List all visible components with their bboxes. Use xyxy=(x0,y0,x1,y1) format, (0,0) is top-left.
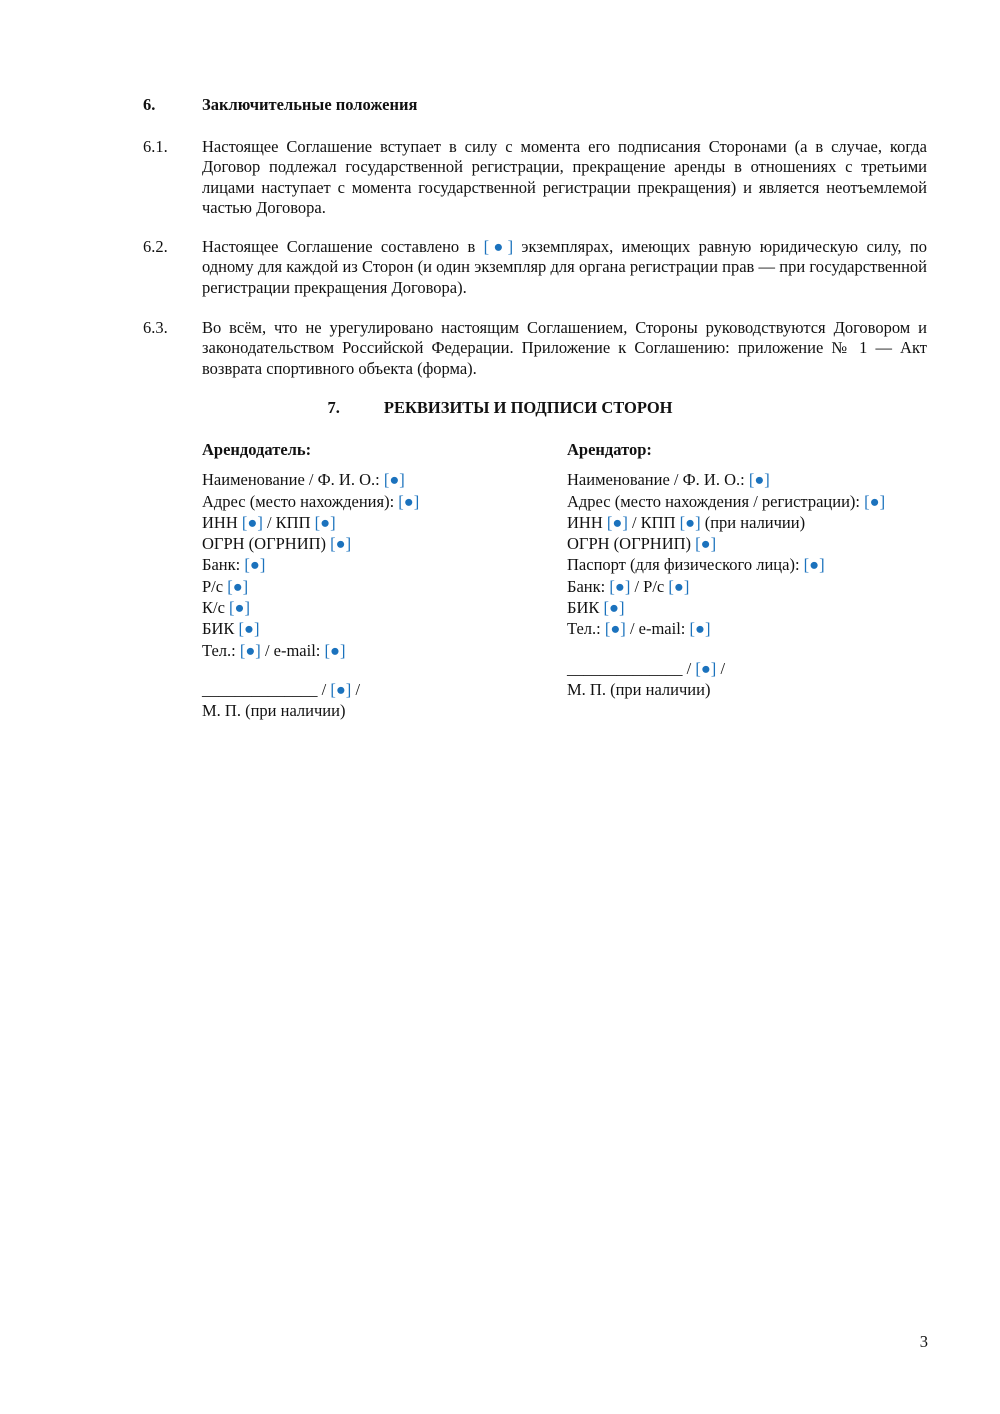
signature-tail: / xyxy=(351,679,361,699)
clause-6-3 xyxy=(143,318,927,379)
clause-number: 6.3. xyxy=(143,318,168,337)
landlord-details xyxy=(202,439,542,722)
field-label: / КПП xyxy=(262,512,315,532)
tenant-bank-rs xyxy=(567,576,905,597)
placeholder-field: [●] xyxy=(668,576,690,596)
signature-tail: / xyxy=(716,658,726,678)
landlord-tel-email xyxy=(202,640,542,661)
placeholder-field: [●] xyxy=(483,237,514,256)
tenant-signature xyxy=(567,658,905,679)
field-label: / Р/с xyxy=(630,576,669,596)
field-label: К/с xyxy=(202,598,230,618)
field-label: Тел.: xyxy=(567,619,605,639)
landlord-bik xyxy=(202,618,542,639)
tenant-bik xyxy=(567,597,905,618)
tenant-title: Арендатор: xyxy=(567,440,652,459)
placeholder-field: [●] xyxy=(748,470,770,490)
landlord-inn-kpp xyxy=(202,512,542,533)
landlord-address xyxy=(202,491,542,512)
tenant-details xyxy=(567,439,905,700)
tenant-inn-kpp xyxy=(567,512,905,533)
clause-text: Во всём, что не урегулировано настоящим Соглашением, Стороны руководствуются Договором и законодательством Российской Федерации. Приложение к Соглашению: приложение № 1 — Акт возврата спортивного объекта (форма). xyxy=(202,318,927,378)
clause-text-before: Настоящее Соглашение составлено в xyxy=(202,237,484,256)
section-6-heading xyxy=(143,95,417,115)
clause-6-2 xyxy=(143,237,927,298)
placeholder-field: [●] xyxy=(398,491,420,511)
landlord-bank xyxy=(202,554,542,575)
placeholder-field: [●] xyxy=(330,679,352,699)
signature-line: ______________ / xyxy=(202,679,331,699)
tenant-tel-email xyxy=(567,618,905,639)
tenant-stamp: М. П. (при наличии) xyxy=(567,679,711,699)
placeholder-field: [●] xyxy=(689,619,711,639)
field-note: (при наличии) xyxy=(700,512,806,532)
placeholder-field: [●] xyxy=(695,658,717,678)
field-label: / e-mail: xyxy=(260,640,325,660)
field-label: Тел.: xyxy=(202,640,240,660)
page-number: 3 xyxy=(919,1332,928,1351)
clause-number: 6.2. xyxy=(143,237,168,256)
placeholder-field: [●] xyxy=(864,491,886,511)
placeholder-field: [●] xyxy=(314,512,336,532)
tenant-address xyxy=(567,491,905,512)
placeholder-field: [●] xyxy=(239,640,261,660)
field-label: ИНН xyxy=(567,512,607,532)
clause-text: Настоящее Соглашение вступает в силу с момента его подписания Сторонами (а в случае, когда Договор подлежал государственной регистрации, прекращение аренды в отношениях с третьими лицами наступает с момента государственной регистрации прекращения) и является неотъемлемой частью Договора. xyxy=(202,137,927,217)
placeholder-field: [●] xyxy=(679,512,701,532)
placeholder-field: [●] xyxy=(227,576,249,596)
landlord-name xyxy=(202,469,542,490)
placeholder-field: [●] xyxy=(606,512,628,532)
field-label: Наименование / Ф. И. О.: xyxy=(567,470,749,490)
field-label: ОГРН (ОГРНИП) xyxy=(567,534,696,554)
tenant-name xyxy=(567,469,905,490)
placeholder-field: [●] xyxy=(229,598,251,618)
field-label: Банк: xyxy=(202,555,245,575)
landlord-rs xyxy=(202,576,542,597)
field-label: ИНН xyxy=(202,512,242,532)
field-label: Банк: xyxy=(567,576,610,596)
placeholder-field: [●] xyxy=(383,470,405,490)
placeholder-field: [●] xyxy=(604,619,626,639)
field-label: Наименование / Ф. И. О.: xyxy=(202,470,384,490)
placeholder-field: [●] xyxy=(330,534,352,554)
section-7-number: 7. xyxy=(327,398,340,417)
clause-6-1 xyxy=(143,137,927,218)
section-6-number: 6. xyxy=(143,95,156,114)
landlord-title: Арендодатель: xyxy=(202,440,312,459)
field-label: Адрес (место нахождения): xyxy=(202,491,399,511)
landlord-stamp: М. П. (при наличии) xyxy=(202,701,346,721)
clause-number: 6.1. xyxy=(143,137,168,156)
tenant-ogrn xyxy=(567,533,905,554)
tenant-passport xyxy=(567,554,905,575)
placeholder-field: [●] xyxy=(238,619,260,639)
field-label: Паспорт (для физического лица): xyxy=(567,555,804,575)
placeholder-field: [●] xyxy=(695,534,717,554)
clause-text-after: экземплярах, имеющих равную юридическую силу, по одному для каждой из Сторон (и один экземпляр для органа регистрации прав — при государственной регистрации прекращения Договора). xyxy=(202,237,927,297)
placeholder-field: [●] xyxy=(603,598,625,618)
signature-line: ______________ / xyxy=(567,658,696,678)
landlord-ks xyxy=(202,597,542,618)
field-label: / КПП xyxy=(627,512,680,532)
placeholder-field: [●] xyxy=(244,555,266,575)
placeholder-field: [●] xyxy=(803,555,825,575)
section-7-heading xyxy=(0,398,1000,418)
section-6-title: Заключительные положения xyxy=(202,95,418,114)
landlord-ogrn xyxy=(202,533,542,554)
placeholder-field: [●] xyxy=(324,640,346,660)
section-7-title: РЕКВИЗИТЫ И ПОДПИСИ СТОРОН xyxy=(383,398,673,417)
field-label: БИК xyxy=(202,619,239,639)
field-label: ОГРН (ОГРНИП) xyxy=(202,534,331,554)
field-label: Р/с xyxy=(202,576,228,596)
field-label: БИК xyxy=(567,598,604,618)
field-label: / e-mail: xyxy=(625,619,690,639)
clause-text xyxy=(202,237,927,298)
placeholder-field: [●] xyxy=(609,576,631,596)
landlord-signature xyxy=(202,679,542,700)
placeholder-field: [●] xyxy=(241,512,263,532)
field-label: Адрес (место нахождения / регистрации): xyxy=(567,491,865,511)
